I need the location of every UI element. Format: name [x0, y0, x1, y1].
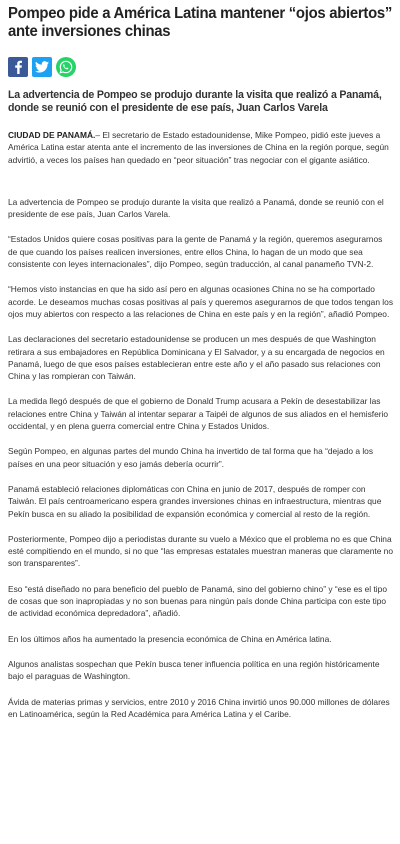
paragraph: Según Pompeo, en algunas partes del mundo China ha invertido de tal forma que ha “dejado a los países en una peor situación y eso jamás debería ocurrir”. — [8, 446, 374, 469]
paragraph: En los últimos años ha aumentado la presencia económica de China en América latina. — [8, 633, 332, 644]
paragraph: Posteriormente, Pompeo dijo a periodistas durante su vuelo a México que el problema no es que China esté compitiendo en el mundo, si no que “las empresas estatales muestran maneras que claramente no son transparentes”. — [8, 533, 393, 569]
whatsapp-icon — [59, 60, 73, 74]
paragraph: “Hemos visto instancias en que ha sido así pero en algunas ocasiones China no se ha comportado acorde. Le deseamos muchas cosas positivas al país y queremos asegurarnos de que todos tengan los ojos muy abiertos con respecto a las relaciones de China en este país y en la región”, añadió Pompeo. — [8, 284, 394, 319]
whatsapp-share-button[interactable] — [56, 57, 76, 77]
share-bar — [8, 57, 393, 77]
article — [0, 5, 400, 720]
paragraph: Eso “está diseñado no para beneficio del pueblo de Panamá, sino del gobierno chino” y “ese es el tipo de cosas que son inapropiadas y no son buenas para ningún país donde China participa con este tipo de actividad económica depredadora”, añadió. — [8, 583, 387, 619]
article-title: Pompeo pide a América Latina mantener “ojos abiertos” ante inversiones chinas — [8, 5, 393, 40]
paragraph: Las declaraciones del secretario estadounidense se producen un mes después de que Washington retirara a sus embajadores en República Dominicana y El Salvador, y a su encargada de negocios en Panamá, luego de que esos países establecieran entre este año y el año pasado sus relaciones con China y las rompieran con Taiwán. — [8, 334, 385, 382]
paragraph: La advertencia de Pompeo se produjo durante la visita que realizó a Panamá, donde se reunió con el presidente de ese país, Juan Carlos Varela. — [8, 196, 384, 220]
paragraph: Algunos analistas sospechan que Pekín busca tener influencia política en una región históricamente bajo el paraguas de Washington. — [8, 658, 380, 682]
paragraph: Ávida de materias primas y servicios, entre 2010 y 2016 China invirtió unos 90.000 millones de dólares en Latinoamérica, según la Red Académica para América Latina y el Caribe. — [8, 696, 390, 719]
twitter-icon — [35, 61, 49, 73]
facebook-share-button[interactable] — [8, 57, 28, 77]
facebook-icon — [12, 60, 24, 74]
first-paragraph — [8, 129, 393, 166]
paragraph: “Estados Unidos quiere cosas positivas para la gente de Panamá y la región, queremos asegurarnos de que cuando los países realicen inversiones, entre ellos China, lo hagan de un modo que sea consistente con leyes internacionales”, dijo Pompeo, según traducción, al canal panameño TVN-2. — [8, 234, 383, 270]
dateline: CIUDAD DE PANAMÁ. — [8, 130, 96, 140]
paragraph: La medida llegó después de que el gobierno de Donald Trump acusara a Pekín de desestabilizar las relaciones entre China y Taiwán al intentar separar a Taipéi de algunos de sus aliados en el hemisferio occidental, y en plena guerra comercial entre China y Estados Unidos. — [8, 396, 389, 432]
article-body — [8, 129, 393, 720]
first-paragraph-text: – El secretario de Estado estadounidense, Mike Pompeo, pidió este jueves a América Latina estar atenta ante el incremento de las inversiones de China en la región porque, según advirtió, a veces los países han quedado en “peor situación” tras negociar con el gigante asiático. — [8, 130, 389, 165]
article-lead: La advertencia de Pompeo se produjo durante la visita que realizó a Panamá, donde se reunió con el presidente de ese país, Juan Carlos Varela — [8, 89, 382, 114]
twitter-share-button[interactable] — [32, 57, 52, 77]
paragraph: Panamá estableció relaciones diplomáticas con China en junio de 2017, después de romper con Taiwán. El país centroamericano espera grandes inversiones chinas en infraestructura, mientras que Pekín busca en su aliado la posibilidad de expansión económica y comercial al resto de la región. — [8, 483, 382, 519]
